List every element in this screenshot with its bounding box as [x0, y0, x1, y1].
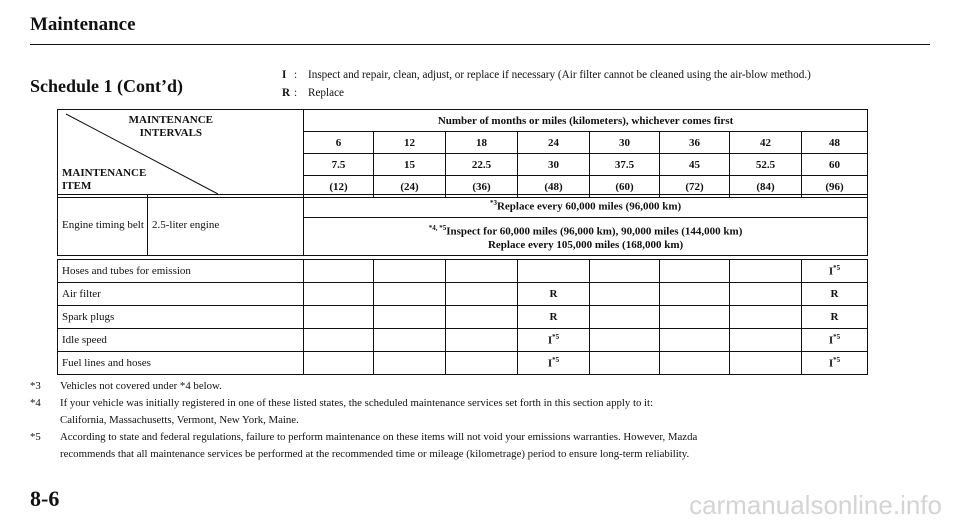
maintenance-item-label: Hoses and tubes for emission [58, 260, 304, 283]
km-cell: (36) [446, 176, 518, 198]
schedule-cell [304, 306, 374, 329]
footnote-text: Vehicles not covered under *4 below. [60, 380, 222, 392]
schedule-cell [660, 306, 730, 329]
schedule-cell [802, 352, 868, 375]
cell-footnote-mark: *5 [833, 356, 841, 365]
timing-belt-engine: 2.5-liter engine [148, 195, 304, 256]
schedule-cell [802, 260, 868, 283]
schedule-cell [374, 352, 446, 375]
schedule-cell [660, 283, 730, 306]
maintenance-schedule-table [57, 109, 868, 198]
table-row [58, 352, 868, 375]
km-cell: (12) [304, 176, 374, 198]
schedule-cell [518, 260, 590, 283]
cell-code: I [547, 334, 553, 347]
schedule-cell [374, 283, 446, 306]
km-cell: (60) [590, 176, 660, 198]
schedule-cell: R [518, 306, 590, 329]
month-cell: 24 [518, 132, 590, 154]
schedule-cell [590, 306, 660, 329]
schedule-cell [730, 306, 802, 329]
month-cell: 48 [802, 132, 868, 154]
table-row [58, 306, 868, 329]
km-cell: (96) [802, 176, 868, 198]
footnote-text: According to state and federal regulations, failure to perform maintenance on these items will not void your emissions warranties. However, Mazda [60, 431, 698, 443]
month-cell: 18 [446, 132, 518, 154]
cell-code: I [547, 357, 553, 370]
legend-code: I [282, 69, 287, 81]
schedule-cell [446, 329, 518, 352]
schedule-cell [304, 352, 374, 375]
timing-note2-line2: Replace every 105,000 miles (168,000 km) [487, 238, 684, 251]
maintenance-item-label: Spark plugs [58, 306, 304, 329]
schedule-cell [730, 260, 802, 283]
page-header-title: Maintenance [30, 14, 136, 35]
schedule-cell: R [802, 306, 868, 329]
header-rule [30, 44, 930, 45]
schedule-cell [660, 329, 730, 352]
footnote [30, 429, 930, 446]
schedule-cell: R [518, 283, 590, 306]
schedule-cell [730, 283, 802, 306]
mile-cell: 52.5 [730, 154, 802, 176]
footnote-mark [30, 446, 60, 463]
legend-row-inspect [282, 66, 811, 84]
cell-footnote-mark: *5 [552, 356, 560, 365]
cell-code: I [828, 357, 834, 370]
footnote [30, 378, 930, 395]
schedule-cell [590, 352, 660, 375]
footnote-text: If your vehicle was initially registered in one of these listed states, the scheduled maintenance services set forth in this section apply to it: [60, 397, 654, 409]
timing-belt-note-replace [304, 195, 868, 218]
footnote-mark: *4 [30, 397, 41, 409]
corner-item-label [62, 167, 146, 193]
km-cell: (48) [518, 176, 590, 198]
schedule-cell [518, 329, 590, 352]
km-cell: (24) [374, 176, 446, 198]
cell-code: I [828, 334, 834, 347]
month-cell: 30 [590, 132, 660, 154]
section-title: Schedule 1 (Cont’d) [30, 76, 184, 96]
km-cell: (72) [660, 176, 730, 198]
cell-code: I [828, 265, 834, 278]
month-cell: 6 [304, 132, 374, 154]
mile-cell: 37.5 [590, 154, 660, 176]
month-cell: 36 [660, 132, 730, 154]
cell-footnote-mark: *5 [833, 333, 841, 342]
span-header: Number of months or miles (kilometers), whichever comes first [304, 110, 868, 132]
watermark: carmanualsonline.info [689, 490, 942, 520]
corner-top-line2: INTERVALS [139, 126, 203, 139]
legend [282, 66, 811, 102]
footnote [30, 446, 930, 463]
schedule-cell [446, 306, 518, 329]
schedule-cell [304, 283, 374, 306]
schedule-cell [590, 329, 660, 352]
legend-text: Inspect and repair, clean, adjust, or replace if necessary (Air filter cannot be cleaned using the air-blow method.) [308, 69, 811, 81]
maintenance-item-label: Air filter [58, 283, 304, 306]
legend-colon: : [294, 69, 298, 81]
timing-belt-row-1 [58, 195, 868, 218]
table-row [58, 260, 868, 283]
mile-cell: 15 [374, 154, 446, 176]
corner-intervals-label [129, 114, 213, 140]
mile-cell: 45 [660, 154, 730, 176]
table-header-row [58, 110, 868, 132]
maintenance-rows-table [57, 259, 868, 375]
schedule-cell [660, 260, 730, 283]
schedule-cell [660, 352, 730, 375]
cell-footnote-mark: *5 [833, 264, 841, 273]
schedule-cell [730, 352, 802, 375]
schedule-cell [590, 260, 660, 283]
timing-note2-mark: *4, *5 [428, 223, 447, 232]
timing-note1-mark: *3 [489, 199, 497, 208]
schedule-cell: R [802, 283, 868, 306]
schedule-cell [446, 260, 518, 283]
maintenance-items-table [57, 194, 868, 256]
page-number: 8-6 [30, 486, 60, 511]
schedule-cell [304, 260, 374, 283]
schedule-cell [518, 352, 590, 375]
mile-cell: 22.5 [446, 154, 518, 176]
legend-colon: : [294, 87, 298, 99]
km-cell: (84) [730, 176, 802, 198]
legend-row-replace [282, 84, 811, 102]
corner-top-line1: MAINTENANCE [128, 113, 214, 126]
month-cell: 12 [374, 132, 446, 154]
schedule-cell [304, 329, 374, 352]
footnote-text: California, Massachusetts, Vermont, New York, Maine. [60, 414, 299, 426]
corner-diagonal-cell [58, 110, 304, 198]
table-row [58, 283, 868, 306]
schedule-cell [802, 329, 868, 352]
schedule-cell [374, 306, 446, 329]
timing-belt-label: Engine timing belt [58, 195, 148, 256]
corner-bottom-line1: MAINTENANCE [62, 166, 147, 179]
maintenance-item-label: Idle speed [58, 329, 304, 352]
footnote [30, 395, 930, 412]
timing-belt-note-inspect [304, 218, 868, 256]
mile-cell: 30 [518, 154, 590, 176]
timing-note1-text: Replace every 60,000 miles (96,000 km) [496, 201, 682, 214]
table-row [58, 329, 868, 352]
schedule-cell [446, 283, 518, 306]
mile-cell: 60 [802, 154, 868, 176]
schedule-cell [730, 329, 802, 352]
footnotes [30, 378, 930, 463]
corner-bottom-line2: ITEM [62, 179, 92, 192]
schedule-cell [374, 329, 446, 352]
item-rows [58, 260, 868, 375]
legend-text: Replace [308, 87, 345, 99]
schedule-cell [446, 352, 518, 375]
month-cell: 42 [730, 132, 802, 154]
mile-cell: 7.5 [304, 154, 374, 176]
footnote [30, 412, 930, 429]
footnote-mark [30, 412, 60, 429]
footnote-text: recommends that all maintenance services be performed at the recommended time or mileage (kilometrage) period to ensure long-term reliability. [60, 448, 690, 460]
timing-note2-line1: Inspect for 60,000 miles (96,000 km), 90,000 miles (144,000 km) [446, 225, 743, 238]
legend-code: R [282, 87, 291, 99]
footnote-mark: *3 [30, 380, 41, 392]
maintenance-item-label: Fuel lines and hoses [58, 352, 304, 375]
footnote-mark: *5 [30, 431, 41, 443]
cell-footnote-mark: *5 [552, 333, 560, 342]
schedule-cell [590, 283, 660, 306]
schedule-cell [374, 260, 446, 283]
